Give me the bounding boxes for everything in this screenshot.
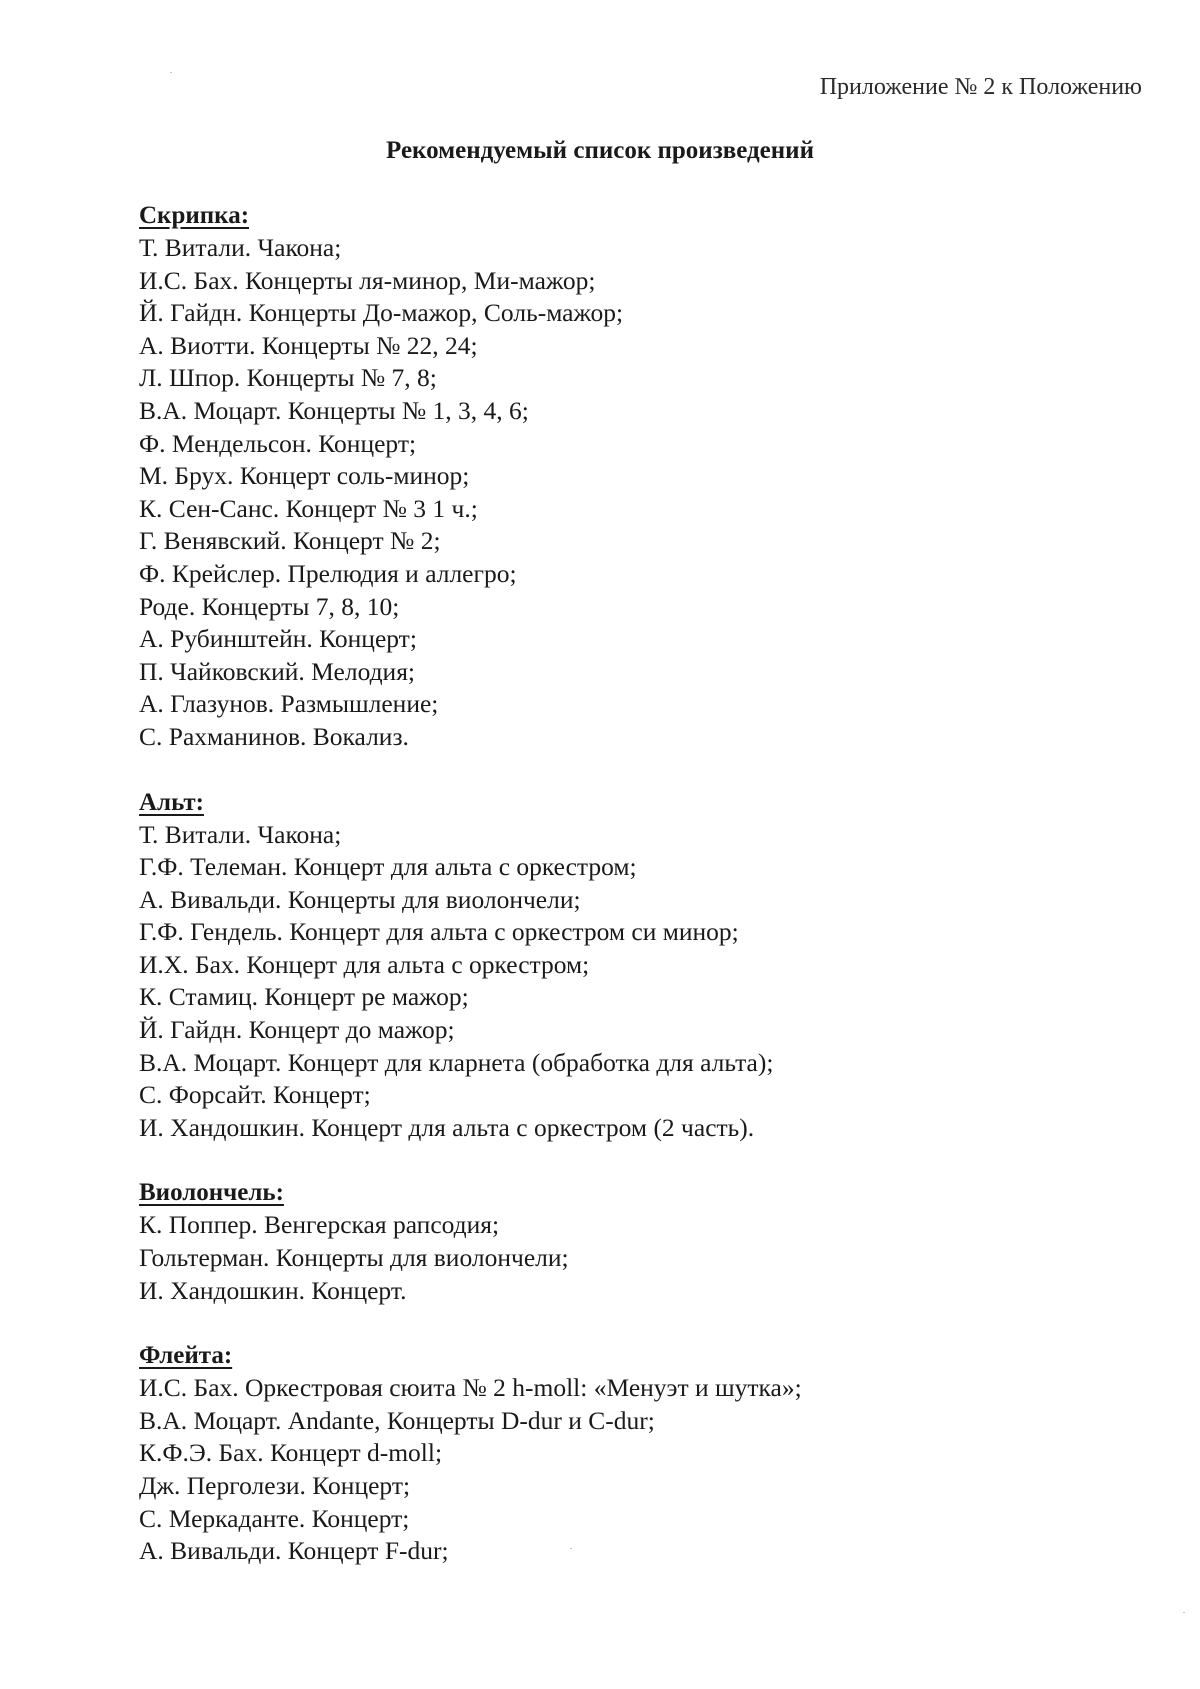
list-item: А. Глазунов. Размышление; xyxy=(139,689,439,719)
list-item: Дж. Перголези. Концерт; xyxy=(139,1471,411,1500)
list-item: И.С. Бах. Оркестровая сюита № 2 h-moll: «Менуэт и шутка»; xyxy=(139,1373,802,1403)
list-item: С. Форсайт. Концерт; xyxy=(139,1080,371,1110)
list-item: П. Чайковский. Мелодия; xyxy=(139,656,416,686)
list-item: С. Меркаданте. Концерт; xyxy=(139,1503,410,1533)
list-item: С. Рахманинов. Вокализ. xyxy=(139,721,409,751)
section xyxy=(139,1340,1139,1568)
document-title: Рекомендуемый список произведений xyxy=(386,137,814,164)
list-item: Гольтерман. Концерты для виолончели; xyxy=(139,1243,569,1273)
list-item: Ф. Крейслер. Прелюдия и аллегро; xyxy=(139,558,517,588)
appendix-note: Приложение № 2 к Положению xyxy=(819,74,1142,100)
list-item: И.Х. Бах. Концерт для альта с оркестром; xyxy=(139,949,590,979)
section xyxy=(139,787,1139,1145)
scan-speck xyxy=(170,72,172,73)
list-item: Л. Шпор. Концерты № 7, 8; xyxy=(139,363,437,393)
section-list xyxy=(139,1209,1139,1307)
list-item: Ф. Мендельсон. Концерт; xyxy=(139,428,417,458)
list-item: Й. Гайдн. Концерты До-мажор, Соль-мажор; xyxy=(139,298,624,328)
list-item: А. Виотти. Концерты № 22, 24; xyxy=(139,330,478,360)
list-item: В.А. Моцарт. Andante, Концерты D-dur и C-dur; xyxy=(139,1405,655,1435)
section-heading: Виолончель: xyxy=(139,1179,284,1207)
list-item: Г. Венявский. Концерт № 2; xyxy=(139,526,441,556)
list-item: М. Брух. Концерт соль-минор; xyxy=(139,461,470,491)
list-item: Т. Витали. Чакона; xyxy=(139,233,342,262)
list-item: Роде. Концерты 7, 8, 10; xyxy=(139,591,400,621)
section-heading: Флейта: xyxy=(139,1342,233,1370)
list-item: К. Сен-Санс. Концерт № 3 1 ч.; xyxy=(139,493,478,523)
list-item: И. Хандошкин. Концерт для альта с оркестром (2 часть). xyxy=(139,1112,755,1142)
list-item: Г.Ф. Телеман. Концерт для альта с оркестром; xyxy=(139,852,637,882)
recommended-works-list xyxy=(139,200,1139,1601)
section-heading: Альт: xyxy=(139,788,204,816)
section xyxy=(139,1177,1139,1307)
list-item: Г.Ф. Гендель. Концерт для альта с оркестром си минор; xyxy=(139,917,739,947)
list-item: Т. Витали. Чакона; xyxy=(139,819,342,849)
list-item: Й. Гайдн. Концерт до мажор; xyxy=(139,1015,455,1045)
scan-speck xyxy=(1183,1612,1185,1613)
list-item: И.С. Бах. Концерты ля-минор, Ми-мажор; xyxy=(139,265,596,295)
list-item: А. Вивальди. Концерты для виолончели; xyxy=(139,884,581,914)
section-list xyxy=(139,819,1139,1145)
list-item: К. Поппер. Венгерская рапсодия; xyxy=(139,1210,500,1240)
list-item: К.Ф.Э. Бах. Концерт d-moll; xyxy=(139,1438,443,1468)
scan-speck xyxy=(570,1548,572,1549)
section-heading: Скрипка: xyxy=(139,202,250,229)
list-item: И. Хандошкин. Концерт. xyxy=(139,1275,407,1305)
list-item: В.А. Моцарт. Концерт для кларнета (обработка для альта); xyxy=(139,1047,774,1077)
list-item: К. Стамиц. Концерт ре мажор; xyxy=(139,982,469,1012)
section xyxy=(139,200,1139,754)
list-item: В.А. Моцарт. Концерты № 1, 3, 4, 6; xyxy=(139,395,529,425)
section-list xyxy=(139,1372,1139,1568)
section-list xyxy=(139,232,1139,754)
list-item: А. Рубинштейн. Концерт; xyxy=(139,624,417,654)
list-item: А. Вивальди. Концерт F-dur; xyxy=(139,1536,449,1566)
